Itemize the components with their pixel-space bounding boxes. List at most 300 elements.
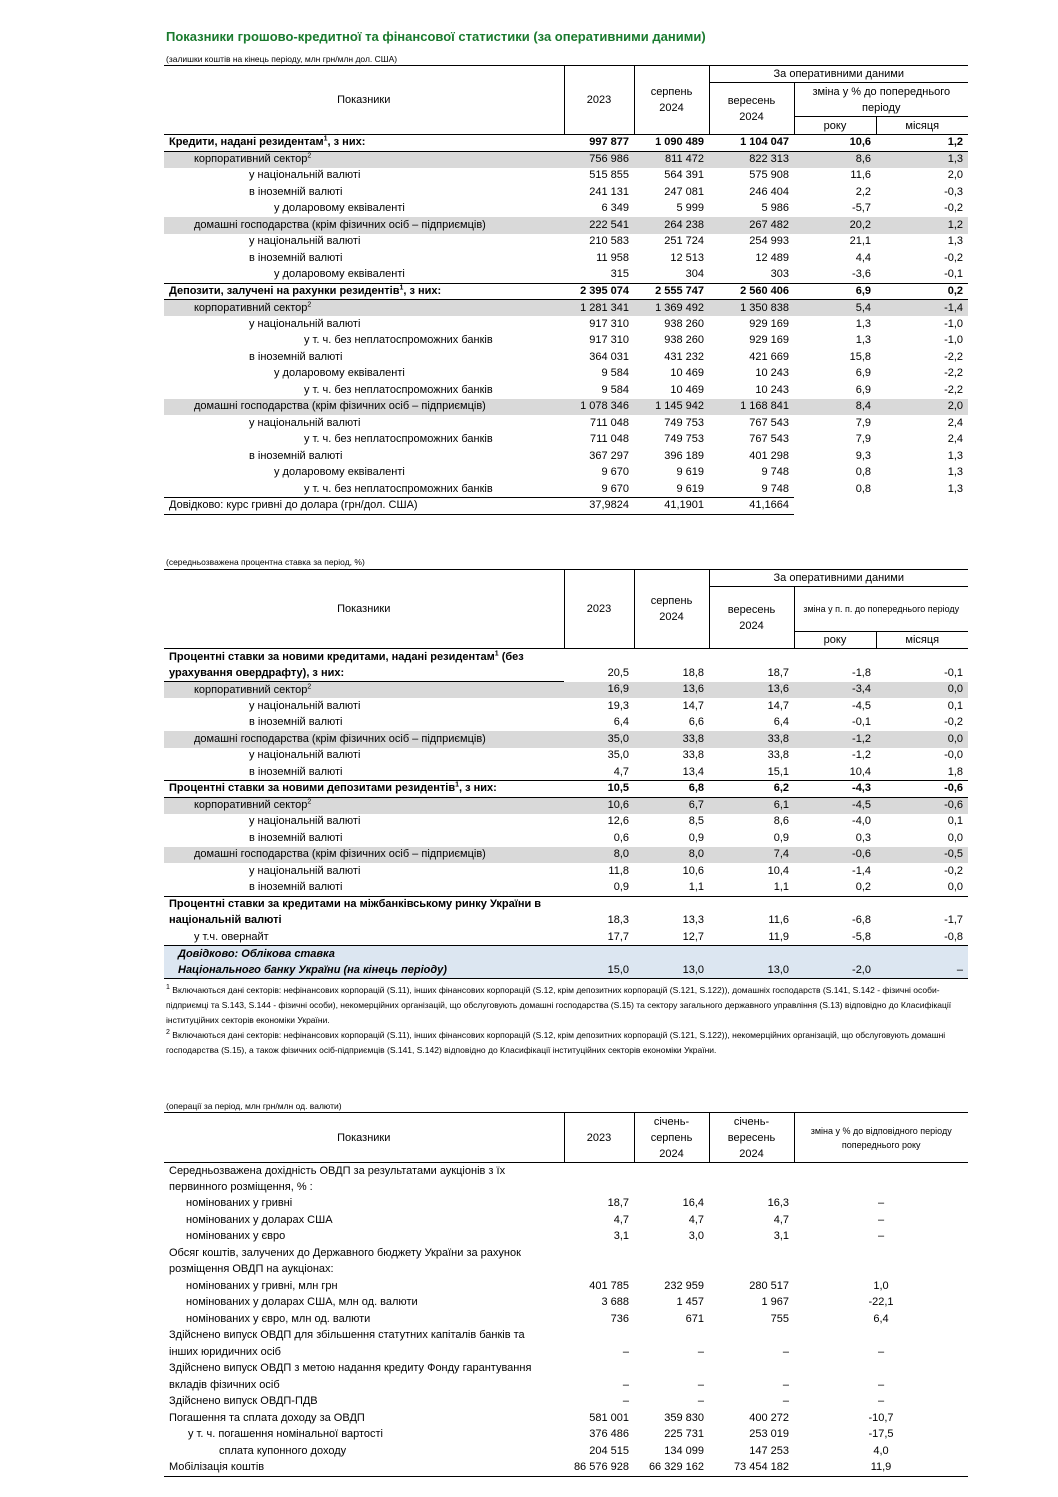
cell-value: -10,7: [868, 1411, 894, 1424]
cell-value: 2 560 406: [709, 283, 794, 300]
table-row: [164, 682, 968, 699]
cell-value: 9 670: [601, 482, 629, 495]
cell-value: 1,3: [855, 334, 871, 347]
cell-value: 917 310: [589, 334, 629, 347]
table-row: [164, 448, 968, 465]
row-label: урахування овердрафту), з них:: [164, 665, 564, 682]
table1-header-year: року: [794, 117, 876, 135]
cell-value: [634, 1163, 709, 1180]
cell-value: 7,9: [855, 416, 871, 429]
cell-value: –: [697, 1378, 704, 1391]
cell-value: 1,2: [876, 217, 968, 234]
row-label: Довідково: курс гривні до долара (грн/дол. США): [164, 498, 564, 515]
cell-value: 247 081: [664, 185, 704, 198]
row-label: Погашення та сплата доходу за ОВДП: [169, 1411, 365, 1424]
cell-value: 8,6: [794, 151, 876, 168]
cell-value: 4,7: [613, 1213, 629, 1226]
cell-value: -0,1: [944, 268, 964, 280]
cell-value: -3,6: [852, 268, 871, 280]
cell-value: 18,8: [682, 666, 704, 679]
cell-value: 6,4: [773, 716, 789, 729]
table-row: [164, 366, 968, 383]
cell-value: [564, 1262, 634, 1279]
cell-value: 736: [610, 1312, 629, 1325]
table-row: [164, 333, 968, 350]
row-label: Кредити, надані резидентам$^1$, з них:: [164, 135, 564, 152]
cell-value: 2,4: [947, 433, 964, 446]
cell-value: -1,4: [852, 864, 871, 877]
cell-value: -6,8: [852, 914, 871, 927]
table2-header-sep: вересень 2024: [709, 587, 794, 649]
table-row: [164, 1344, 968, 1361]
cell-value: -0,6: [876, 797, 968, 814]
table-row: [164, 432, 968, 449]
row-label: сплата купонного доходу: [219, 1444, 347, 1457]
cell-value: 8,0: [634, 847, 709, 864]
table-row: [164, 896, 968, 913]
cell-value: 35,0: [607, 749, 629, 762]
table-row: [164, 715, 968, 732]
cell-value: 8,4: [794, 399, 876, 416]
cell-value: –: [622, 1395, 629, 1408]
cell-value: 18,3: [607, 914, 629, 927]
cell-value: -5,7: [852, 202, 871, 215]
table-row: [164, 1311, 968, 1328]
cell-value: [564, 1163, 634, 1180]
cell-value: 9 584: [601, 383, 629, 396]
table3-header-jan-aug: січень- серпень 2024: [634, 1113, 709, 1163]
cell-value: 9,3: [855, 449, 871, 462]
table-row: [164, 349, 968, 366]
table2-header-2023: 2023: [564, 570, 634, 649]
table-row: [164, 498, 968, 515]
table-row: [164, 151, 968, 168]
table2-unit-note: (середньозважена процентна ставка за період, %): [166, 557, 365, 567]
cell-value: 2,0: [876, 399, 968, 416]
cell-value: 671: [685, 1312, 704, 1325]
cell-value: -1,0: [944, 334, 964, 347]
cell-value: [794, 498, 876, 515]
row-label: домашні господарства (крім фізичних осіб – підприємців): [164, 731, 564, 748]
cell-value: –: [877, 1395, 885, 1408]
cell-value: 749 753: [664, 433, 704, 446]
cell-value: [709, 1245, 794, 1262]
table-row: [164, 946, 968, 963]
cell-value: 16,3: [767, 1197, 789, 1210]
row-label: у національній валюті: [249, 864, 361, 877]
cell-value: 10 469: [670, 383, 704, 396]
table3-header-2023: 2023: [564, 1113, 634, 1163]
cell-value: 86 576 928: [564, 1460, 634, 1477]
cell-value: 938 260: [664, 334, 704, 347]
table-row: [164, 1245, 968, 1262]
row-label: Довідково: Облікова ставка: [164, 946, 564, 963]
footnote-1: $^1$ Включаються дані секторів: нефінансових корпорацій (S.11), інших фінансових корпорацій (S.12, крім депозитних корпорацій (S.121, S.122)), домашніх господарств (S.141, S.142 - фізичні особи-підприємці та S.143, S.144 - фізичні особи), некомерційних організацій, що обслуговують домашні господарства (S.15) та сектору загального державного управління (S.13) відповідно до Класифікації інституційних секторів економіки України.: [166, 984, 952, 1025]
table-row: [164, 814, 968, 831]
cell-value: 303: [770, 268, 789, 280]
row-label: Здійснено випуск ОВДП-ПДВ: [169, 1395, 318, 1408]
cell-value: 1 168 841: [709, 399, 794, 416]
cell-value: 1 078 346: [564, 399, 634, 416]
table-row: [164, 1179, 968, 1196]
cell-value: 6 349: [601, 202, 629, 215]
row-label: домашні господарства (крім фізичних осіб – підприємців): [164, 217, 564, 234]
cell-value: –: [697, 1395, 704, 1408]
table-row: [164, 217, 968, 234]
table-row: [164, 283, 968, 300]
table-row: [164, 250, 968, 267]
cell-value: -2,2: [944, 367, 964, 380]
cell-value: 1 369 492: [634, 300, 709, 317]
cell-value: -0,5: [876, 847, 968, 864]
cell-value: 10 243: [755, 367, 789, 380]
cell-value: –: [782, 1395, 789, 1408]
cell-value: 33,8: [767, 749, 789, 762]
table-row: [164, 267, 968, 284]
cell-value: 581 001: [589, 1411, 629, 1424]
cell-value: 401 785: [589, 1279, 629, 1292]
cell-value: 315: [610, 268, 629, 280]
table1-unit-note: (залишки коштів на кінець періоду, млн грн/млн дол. США): [166, 54, 398, 64]
table-row: [164, 415, 968, 432]
cell-value: 2,2: [855, 185, 871, 198]
row-label: в іноземній валюті: [249, 350, 343, 363]
cell-value: -1,2: [852, 749, 871, 762]
cell-value: –: [782, 1378, 789, 1391]
cell-value: -0,2: [944, 202, 964, 215]
table-row: [164, 168, 968, 185]
row-label: розміщення ОВДП на аукціонах:: [169, 1263, 334, 1276]
row-label: у т. ч. без неплатоспроможних банків: [304, 383, 493, 396]
cell-value: 18,7: [607, 1197, 629, 1210]
cell-value: 929 169: [749, 334, 789, 347]
cell-value: 9 619: [676, 482, 704, 495]
cell-value: 21,1: [849, 235, 871, 248]
table3-header-change: зміна у % до відповідного періоду попереднього року: [794, 1113, 968, 1163]
row-label: в іноземній валюті: [249, 831, 343, 844]
row-label: у національній валюті: [249, 169, 361, 182]
cell-value: 1 457: [676, 1296, 704, 1309]
cell-value: -22,1: [868, 1296, 894, 1309]
table-row: [164, 847, 968, 864]
cell-value: [564, 1328, 634, 1345]
table1-header-2023: 2023: [564, 66, 634, 135]
row-label: Національного банку України (на кінець періоду): [164, 962, 564, 979]
table-row: [164, 1377, 968, 1394]
cell-value: 264 238: [634, 217, 709, 234]
cell-value: 6,4: [613, 716, 629, 729]
table-row: [164, 1361, 968, 1378]
table1-header-sep: вересень 2024: [709, 83, 794, 135]
table-row: [164, 830, 968, 847]
table-row: [164, 300, 968, 317]
table-row: [164, 1212, 968, 1229]
cell-value: 359 830: [664, 1411, 704, 1424]
cell-value: 204 515: [589, 1444, 629, 1457]
cell-value: 10,4: [849, 765, 871, 778]
cell-value: [564, 1179, 634, 1196]
cell-value: 3,1: [773, 1230, 789, 1243]
row-label: Процентні ставки за новими кредитами, надані резидентам$^1$ (без: [169, 649, 524, 663]
cell-value: –: [782, 1345, 789, 1358]
cell-value: -4,3: [794, 781, 876, 798]
cell-value: 13,4: [682, 765, 704, 778]
table3-govbonds: [164, 1112, 968, 1477]
cell-value: 1 145 942: [634, 399, 709, 416]
cell-value: [794, 1179, 968, 1196]
cell-value: 1,1: [688, 881, 704, 893]
row-label: в іноземній валюті: [249, 185, 343, 198]
cell-value: 2,0: [947, 169, 964, 182]
cell-value: 6,9: [794, 283, 876, 300]
cell-value: 17,7: [607, 930, 629, 943]
cell-value: 11,6: [768, 914, 789, 927]
cell-value: 0,0: [876, 682, 968, 699]
cell-value: 2 395 074: [564, 283, 634, 300]
table2-header-month: місяця: [876, 632, 968, 649]
cell-value: 1 090 489: [634, 135, 709, 152]
cell-value: 20,2: [794, 217, 876, 234]
cell-value: 12 489: [755, 251, 789, 264]
cell-value: 0,2: [876, 283, 968, 300]
footnote-2: $^2$ Включаються дані секторів: нефінансових корпорацій (S.11), інших фінансових корпорацій (S.12, крім депозитних корпорацій (S.121, S.122)), некомерційних організацій, що обслуговують домашні господарства (S.15), а також фізичних осіб-підприємців (S.141, S.142) відповідно до Класифікації інституційних секторів економіки України.: [166, 1029, 946, 1055]
cell-value: -17,5: [868, 1428, 894, 1441]
cell-value: 4,4: [855, 251, 871, 264]
cell-value: [709, 1163, 794, 1180]
table-row: [164, 797, 968, 814]
row-label: у т.ч. овернайт: [194, 930, 269, 943]
cell-value: 376 486: [589, 1428, 629, 1441]
cell-value: 35,0: [564, 731, 634, 748]
cell-value: -2,2: [944, 350, 964, 363]
cell-value: 364 031: [589, 350, 629, 363]
row-label: в іноземній валюті: [249, 765, 343, 778]
row-label: Мобілізація коштів: [164, 1460, 564, 1477]
table-row: [164, 382, 968, 399]
cell-value: 0,9: [688, 831, 704, 844]
cell-value: [709, 1361, 794, 1378]
table-row: [164, 316, 968, 333]
table2-header-operational: За оперативними даними: [709, 570, 968, 587]
row-label: Здійснено випуск ОВДП для збільшення статутних капіталів банків та: [169, 1329, 525, 1342]
cell-value: 756 986: [564, 151, 634, 168]
cell-value: [794, 1163, 968, 1180]
cell-value: 11,8: [608, 864, 629, 877]
cell-value: -0,1: [944, 666, 964, 679]
cell-value: 15,0: [564, 962, 634, 979]
cell-value: –: [877, 1378, 885, 1391]
table-row: [164, 929, 968, 946]
table-row: [164, 234, 968, 251]
cell-value: 253 019: [749, 1428, 789, 1441]
cell-value: 4,7: [688, 1213, 704, 1226]
cell-value: 10 243: [755, 383, 789, 396]
cell-value: 1,3: [947, 482, 964, 495]
cell-value: 9 619: [676, 466, 704, 479]
cell-value: 10 469: [670, 367, 704, 380]
cell-value: 400 272: [749, 1411, 789, 1424]
cell-value: 9 584: [601, 367, 629, 380]
cell-value: 711 048: [590, 433, 629, 446]
cell-value: -1,8: [852, 666, 871, 679]
cell-value: 0,2: [855, 881, 871, 893]
cell-value: [634, 1361, 709, 1378]
cell-value: 421 669: [749, 350, 789, 363]
cell-value: 749 753: [664, 416, 704, 429]
cell-value: 4,7: [613, 765, 629, 778]
row-label: у національній валюті: [249, 815, 361, 828]
cell-value: 0,8: [855, 482, 871, 495]
row-label: у національній валюті: [249, 749, 361, 762]
cell-value: [794, 1262, 968, 1279]
row-label: у т. ч. без неплатоспроможних банків: [304, 334, 493, 347]
cell-value: 33,8: [682, 749, 704, 762]
table-row: [164, 1410, 968, 1427]
row-label: корпоративний сектор$^2$: [164, 682, 564, 699]
row-label: номінованих у євро: [186, 1230, 286, 1243]
cell-value: 1,0: [873, 1279, 889, 1292]
row-label: номінованих у гривні, млн грн: [186, 1279, 338, 1292]
row-label: у т. ч. погашення номінальної вартості: [188, 1428, 383, 1441]
row-label: в іноземній валюті: [249, 251, 343, 264]
cell-value: 14,7: [767, 699, 789, 712]
table-row: [164, 764, 968, 781]
cell-value: 564 391: [664, 169, 704, 182]
cell-value: 16,9: [564, 682, 634, 699]
cell-value: 0,1: [947, 815, 964, 828]
cell-value: 0,1: [947, 699, 964, 712]
cell-value: [634, 1328, 709, 1345]
table-row: [164, 1460, 968, 1477]
cell-value: [709, 1328, 794, 1345]
cell-value: 3,0: [688, 1230, 704, 1243]
cell-value: [564, 1361, 634, 1378]
row-label: у національній валюті: [249, 416, 361, 429]
cell-value: 575 908: [749, 169, 789, 182]
cell-value: -0,8: [944, 930, 964, 943]
cell-value: 5 999: [676, 202, 704, 215]
cell-value: 13,0: [634, 962, 709, 979]
cell-value: 1 104 047: [709, 135, 794, 152]
cell-value: -0,0: [944, 749, 964, 762]
row-label: номінованих у доларах США, млн од. валюти: [186, 1296, 418, 1309]
cell-value: 1,2: [876, 135, 968, 152]
table-row: [164, 1328, 968, 1345]
cell-value: 8,0: [564, 847, 634, 864]
table2-header-year: року: [794, 632, 876, 649]
row-label: корпоративний сектор$^2$: [164, 151, 564, 168]
cell-value: 6,9: [855, 383, 871, 396]
cell-value: 14,7: [682, 699, 704, 712]
cell-value: 10,6: [794, 135, 876, 152]
page-title: Показники грошово-кредитної та фінансової статистики (за оперативними даними): [166, 29, 706, 44]
table-row: [164, 665, 968, 682]
cell-value: –: [877, 1230, 885, 1243]
cell-value: -4,5: [794, 797, 876, 814]
table-row: [164, 1443, 968, 1460]
cell-value: -2,2: [944, 383, 964, 396]
cell-value: –: [697, 1345, 704, 1358]
cell-value: 11 958: [596, 251, 629, 264]
cell-value: 12,6: [607, 815, 629, 828]
table-row: [164, 781, 968, 798]
table-row: [164, 1262, 968, 1279]
cell-value: 251 724: [664, 235, 704, 248]
cell-value: 147 253: [749, 1444, 789, 1457]
cell-value: 0,0: [876, 731, 968, 748]
cell-value: [634, 1179, 709, 1196]
cell-value: 755: [770, 1312, 789, 1325]
table-row: [164, 1295, 968, 1312]
table-row: [164, 913, 968, 930]
row-label: у національній валюті: [249, 699, 361, 712]
row-label: домашні господарства (крім фізичних осіб – підприємців): [164, 399, 564, 416]
cell-value: 210 583: [589, 235, 629, 248]
cell-value: -2,0: [794, 962, 876, 979]
cell-value: 246 404: [749, 185, 789, 198]
table-row: [164, 1427, 968, 1444]
row-label: вкладів фізичних осіб: [169, 1378, 280, 1391]
cell-value: -4,0: [852, 815, 871, 828]
row-label: у доларовому еквіваленті: [274, 367, 405, 380]
table1-stocks: [164, 65, 968, 515]
cell-value: 8,5: [688, 815, 704, 828]
table-row: [164, 135, 968, 152]
table3-header-indicators: Показники: [164, 1113, 564, 1163]
cell-value: 1 350 838: [709, 300, 794, 317]
cell-value: 6,4: [873, 1312, 889, 1325]
row-label: в іноземній валюті: [249, 881, 343, 893]
table-row: [164, 1394, 968, 1411]
cell-value: 929 169: [749, 317, 789, 330]
cell-value: 0,8: [855, 466, 871, 479]
cell-value: -5,8: [852, 930, 871, 943]
cell-value: 1,8: [947, 765, 964, 778]
table-row: [164, 399, 968, 416]
cell-value: 1,3: [876, 151, 968, 168]
cell-value: 7,9: [855, 433, 871, 446]
table-row: [164, 481, 968, 498]
cell-value: 11,9: [768, 930, 789, 943]
cell-value: 18,7: [767, 666, 789, 679]
table-row: [164, 731, 968, 748]
row-label: в іноземній валюті: [249, 716, 343, 729]
cell-value: 811 472: [634, 151, 709, 168]
row-label: у т. ч. без неплатоспроможних банків: [304, 482, 493, 495]
cell-value: 41,1664: [709, 498, 794, 515]
cell-value: 6,7: [634, 797, 709, 814]
table1-header-indicators: Показники: [164, 66, 564, 135]
cell-value: 222 541: [564, 217, 634, 234]
cell-value: 0,9: [773, 831, 789, 844]
cell-value: -0,2: [944, 716, 964, 729]
cell-value: 6,8: [634, 781, 709, 798]
cell-value: 37,9824: [564, 498, 634, 515]
cell-value: 13,0: [709, 962, 794, 979]
cell-value: 1 281 341: [564, 300, 634, 317]
cell-value: 938 260: [664, 317, 704, 330]
cell-value: 16,4: [682, 1197, 704, 1210]
row-label: у доларовому еквіваленті: [274, 466, 405, 479]
cell-value: 431 232: [664, 350, 704, 363]
cell-value: 1,3: [947, 466, 964, 479]
cell-value: 304: [685, 268, 704, 280]
cell-value: 1,3: [947, 235, 964, 248]
table1-header-change: зміна у % до попереднього періоду: [794, 83, 968, 117]
cell-value: 917 310: [589, 317, 629, 330]
row-label: у національній валюті: [249, 235, 361, 248]
cell-value: 12 513: [670, 251, 704, 264]
